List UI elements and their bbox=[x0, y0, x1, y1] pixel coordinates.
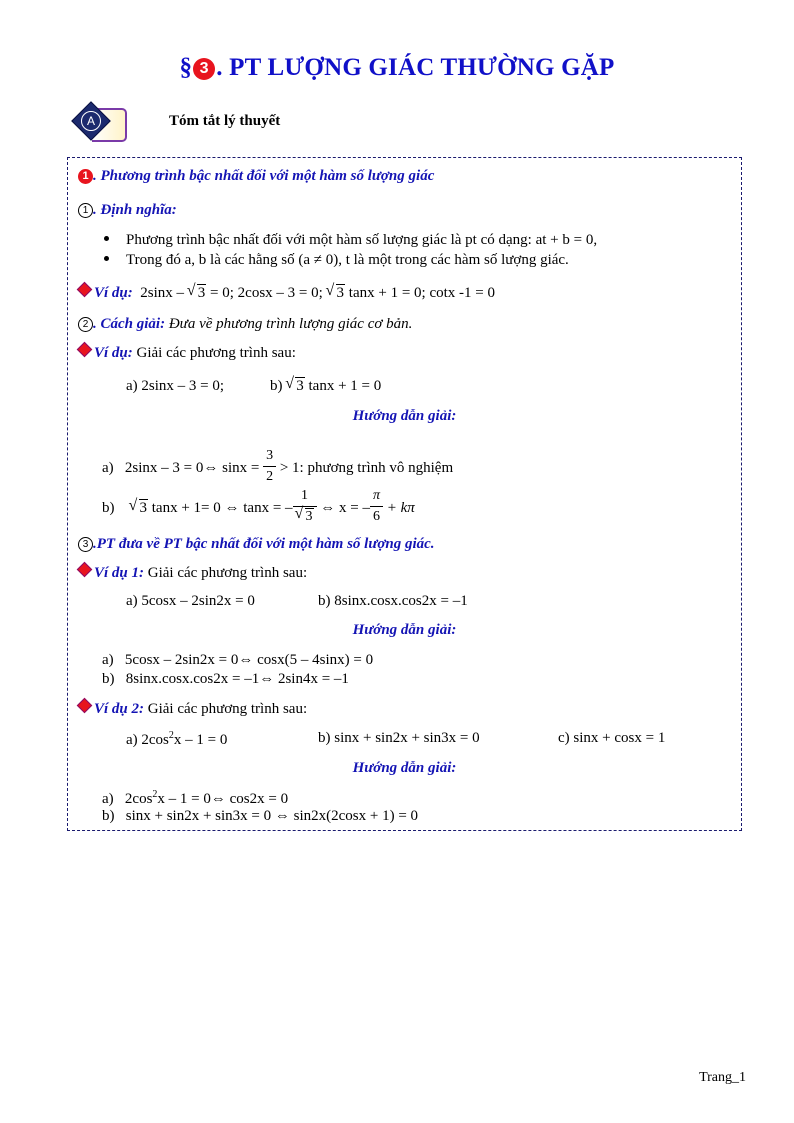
s3-example1-a: a) 5cosx – 2sin2x = 0 bbox=[126, 593, 255, 609]
fraction: $\frac{3}{2}$ bbox=[263, 446, 276, 487]
ring-number-icon: 1 bbox=[78, 203, 93, 218]
solution-a: a) 2sinx – 3 = 0⇔ sinx = $\frac{3}{2}$ > 1: phương trình vô nghiệm bbox=[102, 448, 453, 489]
sqrt-symbol: √ 3 bbox=[130, 500, 149, 517]
ring-number-icon: 2 bbox=[78, 317, 93, 332]
guide-heading-3: Hướng dẫn giải: bbox=[352, 760, 457, 776]
fraction: 1 √ 3 bbox=[293, 486, 317, 527]
section-a-letter: A bbox=[81, 111, 101, 131]
diamond-bullet-icon bbox=[77, 282, 93, 298]
s1-heading: 1 . Phương trình bậc nhất đối với một hàm số lượng giác bbox=[78, 168, 434, 185]
sqrt-symbol: √ 3 bbox=[327, 285, 346, 302]
s3-example1-line: Ví dụ 1: Giải các phương trình sau: bbox=[76, 564, 307, 582]
bullet-icon bbox=[104, 236, 109, 241]
example2-b: b) √ 3 tanx + 1 = 0 bbox=[270, 378, 381, 395]
guide-heading-1: Hướng dẫn giải: bbox=[352, 408, 457, 424]
s3-solution2-b: b) sinx + sin2x + sin3x = 0 ⇔ sin2x(2cosx + 1) = 0 bbox=[102, 808, 419, 824]
diamond-bullet-icon bbox=[77, 698, 93, 714]
s3-example1-b: b) 8sinx.cosx.cos2x = –1 bbox=[318, 593, 468, 609]
definition-heading: 1 . Định nghĩa: bbox=[78, 202, 177, 219]
example-line: Ví dụ: 2sinx – √ 3 = 0; 2cosx – 3 = 0; √ 3 tanx + 1 = 0; cotx -1 = 0 bbox=[76, 284, 495, 302]
fraction: $\frac{\pi}{6}$ bbox=[370, 486, 383, 527]
example2-line: Ví dụ: Giải các phương trình sau: bbox=[76, 344, 296, 362]
s3-solution2-a: a) $2\cos^2x - 1$ = 0⇔ cos2x = 0 bbox=[102, 789, 289, 807]
s3-example2-c: c) sinx + cosx = 1 bbox=[558, 730, 666, 746]
red-number-icon: 1 bbox=[78, 169, 93, 184]
ring-number-icon: 3 bbox=[78, 537, 93, 552]
section-a-label: Tóm tắt lý thuyết bbox=[169, 113, 281, 129]
sqrt-symbol: √ 3 bbox=[286, 378, 305, 395]
page-footer: Trang_1 bbox=[699, 1070, 746, 1085]
s3-example2-a: a) $2\cos^2x - 1 = 0$ bbox=[126, 730, 228, 748]
guide-heading-2: Hướng dẫn giải: bbox=[352, 622, 457, 638]
section-number-badge: 3 bbox=[193, 58, 215, 80]
page-title: § 3 . PT LƯỢNG GIÁC THƯỜNG GẶP bbox=[179, 54, 615, 81]
diamond-bullet-icon bbox=[77, 562, 93, 578]
method-line: 2 . Cách giải: Đưa về phương trình lượng giác cơ bản. bbox=[78, 316, 412, 333]
diamond-bullet-icon bbox=[77, 342, 93, 358]
content-frame bbox=[67, 157, 742, 831]
s3-solution1-b: b) 8sinx.cosx.cos2x = –1⇔ 2sin4x = –1 bbox=[102, 671, 349, 687]
section-a-header bbox=[72, 104, 372, 140]
definition-bullet-2: Trong đó a, b là các hằng số (a ≠ 0), t là một trong các hàm số lượng giác. bbox=[104, 252, 569, 269]
example2-a: a) 2sinx – 3 = 0; bbox=[126, 378, 225, 394]
s3-example2-line: Ví dụ 2: Giải các phương trình sau: bbox=[76, 700, 307, 718]
solution-b: b) √ 3 tanx + 1= 0 ⇔ tanx = – 1 √ 3 ⇔ x = – $\frac{\pi}{6}$ + kπ bbox=[102, 488, 415, 529]
s3-heading: 3 .PT đưa về PT bậc nhất đối với một hàm số lượng giác. bbox=[78, 536, 435, 553]
bullet-icon bbox=[104, 256, 109, 261]
definition-bullet-1: Phương trình bậc nhất đối với một hàm số lượng giác là pt có dạng: at + b = 0, bbox=[104, 232, 597, 249]
sqrt-symbol: √ 3 bbox=[188, 285, 207, 302]
s3-example2-b: b) sinx + sin2x + sin3x = 0 bbox=[318, 730, 480, 746]
s3-solution1-a: a) 5cosx – 2sin2x = 0⇔ cosx(5 – 4sinx) = 0 bbox=[102, 652, 374, 668]
